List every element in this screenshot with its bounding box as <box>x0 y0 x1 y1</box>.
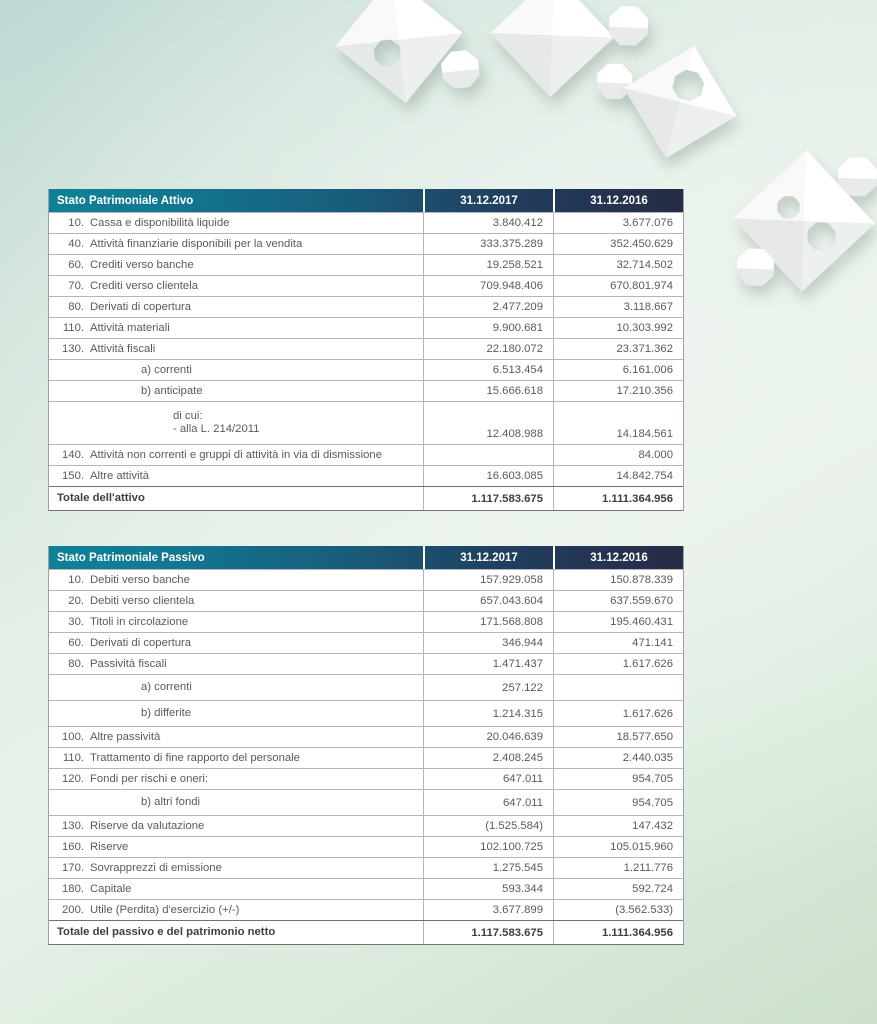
row-number: 100. <box>62 730 84 743</box>
table-row <box>49 254 683 275</box>
row-number: 200. <box>62 903 84 916</box>
total-value-2016: 1.111.364.956 <box>553 921 683 944</box>
total-value-2016: 1.111.364.956 <box>553 487 683 510</box>
table-row <box>49 444 683 465</box>
row-label <box>49 879 423 899</box>
row-label-text: Derivati di copertura <box>90 636 192 649</box>
row-number: 60. <box>68 636 84 649</box>
value-2016: 471.141 <box>553 633 683 653</box>
row-label-text: Trattamento di fine rapporto del personale <box>90 751 300 764</box>
row-number: 160. <box>62 840 84 853</box>
table-row <box>49 700 683 726</box>
value-2017: 22.180.072 <box>423 339 553 359</box>
row-label <box>49 654 423 674</box>
table-row <box>49 611 683 632</box>
table-row <box>49 359 683 380</box>
value-2016: 592.724 <box>553 879 683 899</box>
table-row <box>49 465 683 486</box>
row-number: 140. <box>62 448 84 461</box>
row-label-text: Attività finanziarie disponibili per la vendita <box>90 237 303 250</box>
row-label <box>49 591 423 611</box>
total-value-2017: 1.117.583.675 <box>423 921 553 944</box>
value-2016: 14.842.754 <box>553 466 683 486</box>
table-row <box>49 317 683 338</box>
row-label: b) altri fondi <box>141 796 201 808</box>
value-2016: 3.677.076 <box>553 213 683 233</box>
value-2017: 647.011 <box>423 769 553 789</box>
row-label-text: Debiti verso banche <box>90 573 190 586</box>
value-2016: 3.118.667 <box>553 297 683 317</box>
value-2017: 19.258.521 <box>423 255 553 275</box>
value-2017: 1.214.315 <box>423 701 553 726</box>
value-2016: 6.161.006 <box>553 360 683 380</box>
row-label: b) anticipate <box>141 384 203 397</box>
column-header-2016: 31.12.2016 <box>553 546 683 569</box>
table-header-attivo <box>49 189 683 212</box>
row-label <box>49 837 423 857</box>
value-2016: 17.210.356 <box>553 381 683 401</box>
row-label <box>49 213 423 233</box>
table-row <box>49 768 683 789</box>
row-label <box>49 234 423 254</box>
value-2016: 150.878.339 <box>553 570 683 590</box>
total-label: Totale del passivo e del patrimonio netto <box>57 926 276 938</box>
value-2016: 105.015.960 <box>553 837 683 857</box>
row-number: 30. <box>68 615 84 628</box>
table-row <box>49 212 683 233</box>
table-row <box>49 674 683 700</box>
row-label <box>49 769 423 789</box>
column-header-2017: 31.12.2017 <box>423 546 553 569</box>
table-row <box>49 401 683 444</box>
table-row <box>49 569 683 590</box>
table-row <box>49 747 683 768</box>
row-label-text: Debiti verso clientela <box>90 594 195 607</box>
row-label: a) correnti <box>141 363 192 376</box>
value-2017: 15.666.618 <box>423 381 553 401</box>
value-2017: 3.840.412 <box>423 213 553 233</box>
table-row <box>49 815 683 836</box>
row-label-text: Altre attività <box>90 469 150 482</box>
row-label-text: Titoli in circolazione <box>90 615 189 628</box>
row-label-text: Capitale <box>90 882 132 895</box>
table-row <box>49 338 683 359</box>
table-row <box>49 789 683 815</box>
value-2016: 147.432 <box>553 816 683 836</box>
row-number: 180. <box>62 882 84 895</box>
row-label <box>49 570 423 590</box>
value-2017: 20.046.639 <box>423 727 553 747</box>
row-number: 40. <box>68 237 84 250</box>
table-row <box>49 653 683 674</box>
row-label <box>49 276 423 296</box>
puzzle-piece-icon <box>327 0 503 116</box>
value-2016 <box>553 675 683 700</box>
value-2017: 171.568.808 <box>423 612 553 632</box>
row-label <box>49 633 423 653</box>
row-label-text: Sovrapprezzi di emissione <box>90 861 222 874</box>
value-2017: 2.408.245 <box>423 748 553 768</box>
value-2017: 1.471.437 <box>423 654 553 674</box>
table-body-attivo <box>49 212 683 486</box>
row-number: 130. <box>62 342 84 355</box>
row-number: 80. <box>68 300 84 313</box>
table-row <box>49 836 683 857</box>
total-row-passivo <box>49 920 683 944</box>
table-row <box>49 632 683 653</box>
row-label <box>49 900 423 920</box>
value-2016: 32.714.502 <box>553 255 683 275</box>
value-2016: 352.450.629 <box>553 234 683 254</box>
row-number: 10. <box>68 573 84 586</box>
row-label-text: Altre passività <box>90 730 161 743</box>
row-number: 70. <box>68 279 84 292</box>
row-label <box>49 727 423 747</box>
puzzle-piece-icon <box>727 141 877 302</box>
row-label-text: Derivati di copertura <box>90 300 192 313</box>
table-row <box>49 899 683 920</box>
value-2017: 346.944 <box>423 633 553 653</box>
balance-table-passivo <box>48 546 684 945</box>
value-2016: 954.705 <box>553 769 683 789</box>
value-2017: 657.043.604 <box>423 591 553 611</box>
value-2016: 18.577.650 <box>553 727 683 747</box>
row-number: 60. <box>68 258 84 271</box>
row-number: 150. <box>62 469 84 482</box>
row-number: 20. <box>68 594 84 607</box>
row-label-text: Crediti verso clientela <box>90 279 198 292</box>
value-2017: 157.929.058 <box>423 570 553 590</box>
row-label-text: Riserve <box>90 840 129 853</box>
row-label <box>49 339 423 359</box>
table-row <box>49 275 683 296</box>
table-row <box>49 878 683 899</box>
value-2017: 1.275.545 <box>423 858 553 878</box>
row-number: 10. <box>68 216 84 229</box>
value-2017: 257.122 <box>423 675 553 700</box>
row-label-text: Riserve da valutazione <box>90 819 205 832</box>
row-label-text: Crediti verso banche <box>90 258 194 271</box>
row-label-text: Attività materiali <box>90 321 170 334</box>
row-number: 130. <box>62 819 84 832</box>
row-label: di cui: - alla L. 214/2011 <box>173 410 260 435</box>
value-2017: 333.375.289 <box>423 234 553 254</box>
value-2016: 1.211.776 <box>553 858 683 878</box>
value-2016: 954.705 <box>553 790 683 815</box>
value-2017: 709.948.406 <box>423 276 553 296</box>
value-2016: 23.371.362 <box>553 339 683 359</box>
row-label <box>49 297 423 317</box>
value-2017: 3.677.899 <box>423 900 553 920</box>
value-2016: 14.184.561 <box>553 402 683 444</box>
puzzle-piece-icon <box>611 28 750 175</box>
column-header-2016: 31.12.2016 <box>553 189 683 212</box>
row-label: b) differite <box>141 707 192 719</box>
row-label-text: Attività fiscali <box>90 342 156 355</box>
table-row <box>49 296 683 317</box>
row-number: 170. <box>62 861 84 874</box>
total-label: Totale dell'attivo <box>57 492 145 504</box>
value-2016: 195.460.431 <box>553 612 683 632</box>
row-label <box>49 445 423 465</box>
column-header-2017: 31.12.2017 <box>423 189 553 212</box>
row-label-text: Fondi per rischi e oneri: <box>90 772 209 785</box>
puzzle-piece-icon <box>486 0 662 109</box>
row-label <box>49 255 423 275</box>
row-number: 120. <box>62 772 84 785</box>
table-row <box>49 857 683 878</box>
table-row <box>49 380 683 401</box>
value-2017: 647.011 <box>423 790 553 815</box>
row-label-text: Attività non correnti e gruppi di attività in via di dismissione <box>90 448 382 461</box>
value-2016: 2.440.035 <box>553 748 683 768</box>
value-2017: 2.477.209 <box>423 297 553 317</box>
value-2016: 10.303.992 <box>553 318 683 338</box>
value-2016: 637.559.670 <box>553 591 683 611</box>
value-2017: 16.603.085 <box>423 466 553 486</box>
value-2017: 102.100.725 <box>423 837 553 857</box>
value-2016: 1.617.626 <box>553 701 683 726</box>
table-row <box>49 726 683 747</box>
table-body-passivo <box>49 569 683 920</box>
row-label <box>49 612 423 632</box>
row-label: a) correnti <box>141 681 192 693</box>
value-2017: 9.900.681 <box>423 318 553 338</box>
value-2017: 6.513.454 <box>423 360 553 380</box>
table-title: Stato Patrimoniale Attivo <box>57 194 194 207</box>
table-row <box>49 590 683 611</box>
table-title: Stato Patrimoniale Passivo <box>57 551 205 564</box>
value-2017 <box>423 445 553 465</box>
row-label <box>49 318 423 338</box>
table-header-passivo <box>49 546 683 569</box>
row-label <box>49 748 423 768</box>
row-number: 110. <box>62 321 84 334</box>
row-number: 110. <box>62 751 84 764</box>
value-2017: 593.344 <box>423 879 553 899</box>
row-label-text: Passività fiscali <box>90 657 167 670</box>
row-label <box>49 466 423 486</box>
value-2016: 670.801.974 <box>553 276 683 296</box>
row-label-text: Utile (Perdita) d'esercizio (+/-) <box>90 903 240 916</box>
total-row-attivo <box>49 486 683 510</box>
row-label-text: Cassa e disponibilità liquide <box>90 216 230 229</box>
table-row <box>49 233 683 254</box>
value-2016: (3.562.533) <box>553 900 683 920</box>
value-2016: 84.000 <box>553 445 683 465</box>
row-label <box>49 816 423 836</box>
row-number: 80. <box>68 657 84 670</box>
value-2016: 1.617.626 <box>553 654 683 674</box>
value-2017: 12.408.988 <box>423 402 553 444</box>
total-value-2017: 1.117.583.675 <box>423 487 553 510</box>
balance-table-attivo <box>48 189 684 511</box>
value-2017: (1.525.584) <box>423 816 553 836</box>
row-label <box>49 858 423 878</box>
